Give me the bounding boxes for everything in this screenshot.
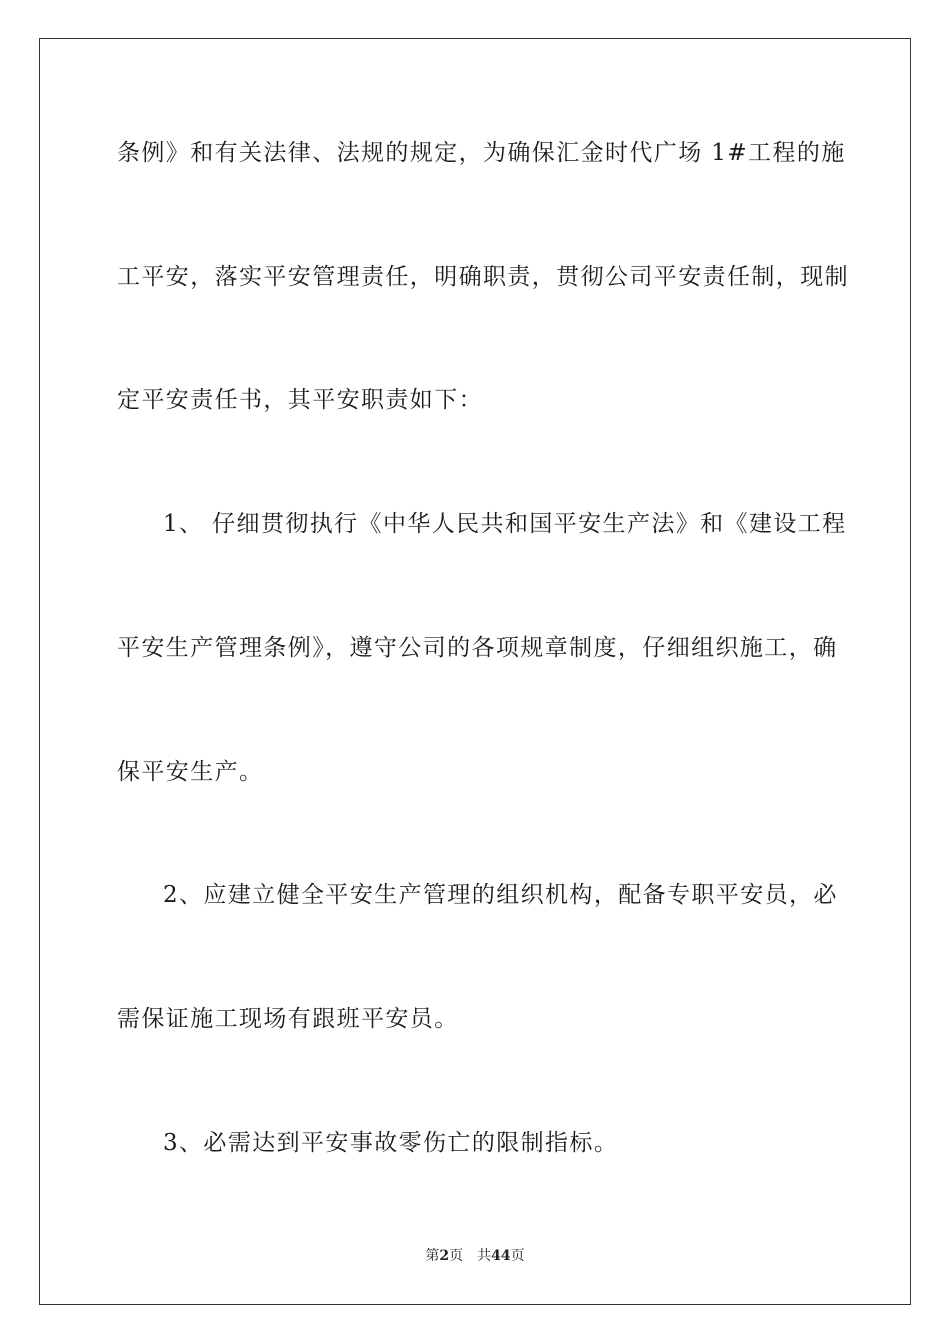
footer-total-pages: 44 xyxy=(491,1248,511,1264)
item-2-line-1: 2、应建立健全平安生产管理的组织机构，配备专职平安员，必 xyxy=(163,882,838,908)
item-2-line-2: 需保证施工现场有跟班平安员。 xyxy=(117,1006,459,1032)
item-3-line-1: 3、必需达到平安事故零伤亡的限制指标。 xyxy=(163,1130,619,1156)
footer-page-suffix: 页 xyxy=(449,1248,464,1264)
item-1-line-2: 平安生产管理条例》，遵守公司的各项规章制度，仔细组织施工，确 xyxy=(117,635,838,661)
paragraph-line-2: 工平安，落实平安管理责任，明确职责，贯彻公司平安责任制，现制 xyxy=(117,264,849,290)
footer-total-suffix: 页 xyxy=(510,1248,525,1264)
footer-total-prefix: 共 xyxy=(477,1248,492,1264)
item-1-line-1: 1、 仔细贯彻执行《中华人民共和国平安生产法》和《建设工程 xyxy=(163,511,847,537)
paragraph-line-1: 条例》和有关法律、法规的规定，为确保汇金时代广场 1#工程的施 xyxy=(117,140,846,166)
footer-page-number: 2 xyxy=(439,1248,450,1264)
item-1-line-3: 保平安生产。 xyxy=(117,759,264,785)
page-footer xyxy=(0,1247,950,1265)
paragraph-line-3: 定平安责任书，其平安职责如下： xyxy=(117,387,483,413)
page-border xyxy=(39,38,911,1305)
footer-page-prefix: 第 xyxy=(425,1248,440,1264)
